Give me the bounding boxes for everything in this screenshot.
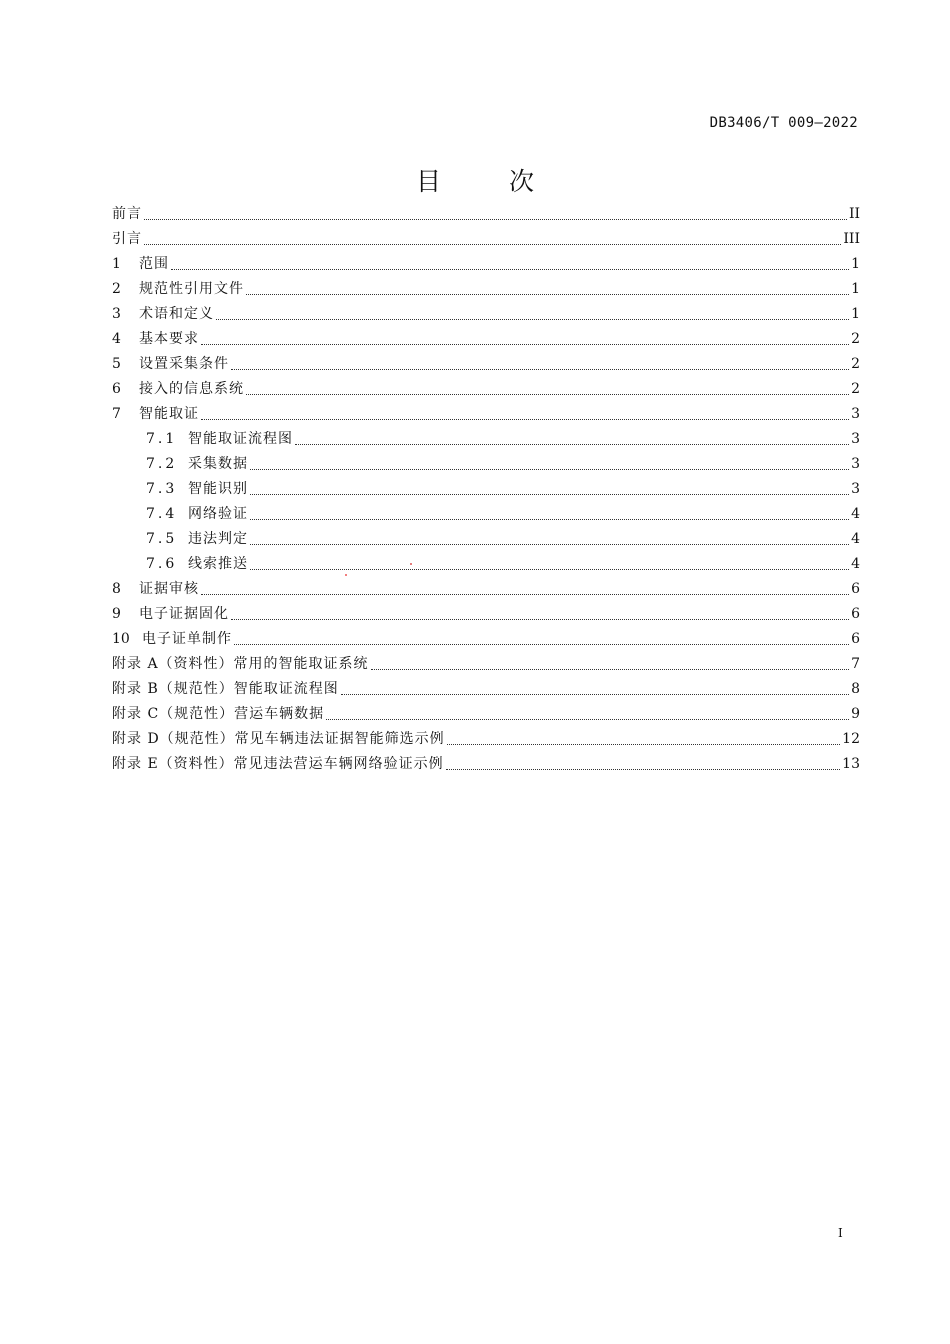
toc-entry-label: 附录 D（规范性）常见车辆违法证据智能筛选示例: [112, 731, 445, 747]
document-code: DB3406/T 009—2022: [709, 115, 858, 131]
dot-leader: [341, 694, 849, 695]
toc-entry[interactable]: [112, 577, 860, 602]
toc-entry-page: 3: [851, 431, 860, 447]
toc-entry[interactable]: [112, 627, 860, 652]
toc-entry[interactable]: [112, 352, 860, 377]
toc-title: 目 次: [416, 167, 564, 196]
toc-entry[interactable]: [112, 252, 860, 277]
dot-leader: [250, 469, 849, 470]
toc-entry[interactable]: [112, 652, 860, 677]
toc-entry-page: 4: [851, 556, 860, 572]
dot-leader: [144, 244, 841, 245]
toc-entry-label: 附录 E（资料性）常见违法营运车辆网络验证示例: [112, 756, 444, 772]
toc-entry-label: 智能取证: [139, 406, 199, 422]
toc-entry-page: 2: [851, 381, 860, 397]
dot-leader: [250, 569, 849, 570]
dot-leader: [371, 669, 850, 670]
toc-entry[interactable]: [112, 202, 860, 227]
toc-entry-label: 术语和定义: [139, 306, 214, 322]
toc-entry-page: 7: [851, 656, 860, 672]
toc-entry[interactable]: [112, 327, 860, 352]
dot-leader: [144, 219, 847, 220]
toc-entry-number: 6: [112, 381, 121, 397]
table-of-contents: [112, 202, 860, 777]
toc-entry-page: 1: [851, 281, 860, 297]
dot-leader: [231, 619, 849, 620]
dot-leader: [326, 719, 849, 720]
dot-leader: [171, 269, 849, 270]
toc-entry-page: 8: [851, 681, 860, 697]
toc-entry[interactable]: [112, 602, 860, 627]
toc-entry-number: 7.2: [146, 456, 178, 472]
toc-entry-page: 3: [851, 406, 860, 422]
toc-entry-page: 4: [851, 531, 860, 547]
toc-entry-page: 3: [851, 481, 860, 497]
toc-entry[interactable]: [112, 727, 860, 752]
toc-entry-label: 基本要求: [139, 331, 199, 347]
toc-entry[interactable]: [112, 427, 860, 452]
toc-entry-label: 附录 B（规范性）智能取证流程图: [112, 681, 339, 697]
toc-entry-number: 4: [112, 331, 121, 347]
toc-entry-label: 范围: [139, 256, 169, 272]
toc-entry-number: 7.6: [146, 556, 178, 572]
toc-entry[interactable]: [112, 302, 860, 327]
dot-leader: [234, 644, 849, 645]
toc-entry-label: 设置采集条件: [139, 356, 229, 372]
toc-entry[interactable]: [112, 227, 860, 252]
toc-entry-page: 2: [851, 331, 860, 347]
dot-leader: [250, 544, 849, 545]
dot-leader: [447, 744, 840, 745]
dot-leader: [295, 444, 849, 445]
toc-entry[interactable]: [112, 402, 860, 427]
toc-entry-page: 1: [851, 306, 860, 322]
toc-entry-number: 7.5: [146, 531, 178, 547]
toc-entry-page: 3: [851, 456, 860, 472]
toc-entry[interactable]: [112, 377, 860, 402]
toc-entry-number: 1: [112, 256, 121, 272]
toc-entry-label: 网络验证: [188, 506, 248, 522]
dot-leader: [231, 369, 849, 370]
dot-leader: [201, 344, 849, 345]
toc-entry-number: 10: [112, 631, 130, 647]
toc-entry-number: 7: [112, 406, 121, 422]
dot-leader: [250, 494, 849, 495]
toc-entry[interactable]: [112, 477, 860, 502]
toc-entry-label: 电子证据固化: [139, 606, 229, 622]
toc-entry-label: 前言: [112, 206, 142, 222]
toc-entry-page: 6: [851, 581, 860, 597]
toc-entry-page: 6: [851, 606, 860, 622]
dot-leader: [246, 294, 849, 295]
toc-entry-label: 智能识别: [188, 481, 248, 497]
toc-entry-label: 附录 A（资料性）常用的智能取证系统: [112, 656, 369, 672]
toc-entry-page: II: [848, 206, 860, 222]
scan-speck: [345, 574, 347, 576]
toc-entry-number: 3: [112, 306, 121, 322]
dot-leader: [216, 319, 849, 320]
scan-speck: [410, 563, 412, 565]
toc-entry-number: 5: [112, 356, 121, 372]
toc-entry-label: 接入的信息系统: [139, 381, 244, 397]
toc-entry-number: 7.3: [146, 481, 178, 497]
toc-entry-label: 线索推送: [188, 556, 248, 572]
toc-entry-label: 违法判定: [188, 531, 248, 547]
toc-entry-number: 8: [112, 581, 121, 597]
toc-entry-page: 13: [842, 756, 860, 772]
dot-leader: [446, 769, 841, 770]
toc-entry-page: 12: [842, 731, 860, 747]
dot-leader: [201, 419, 849, 420]
toc-entry-label: 规范性引用文件: [139, 281, 244, 297]
toc-entry[interactable]: [112, 752, 860, 777]
toc-entry-label: 采集数据: [188, 456, 248, 472]
toc-entry-page: 2: [851, 356, 860, 372]
toc-entry-number: 9: [112, 606, 121, 622]
toc-entry-label: 附录 C（规范性）营运车辆数据: [112, 706, 325, 722]
toc-entry-page: III: [843, 231, 860, 247]
toc-entry-number: 7.4: [146, 506, 178, 522]
toc-entry-page: 9: [851, 706, 860, 722]
toc-entry[interactable]: [112, 277, 860, 302]
toc-entry[interactable]: [112, 502, 860, 527]
toc-entry-number: 2: [112, 281, 121, 297]
toc-entry[interactable]: [112, 702, 860, 727]
toc-entry[interactable]: [112, 552, 860, 577]
page-number: I: [838, 1226, 843, 1240]
toc-entry[interactable]: [112, 527, 860, 552]
toc-entry-number: 7.1: [146, 431, 178, 447]
toc-entry-label: 引言: [112, 231, 142, 247]
toc-entry-label: 电子证单制作: [142, 631, 232, 647]
toc-entry-label: 证据审核: [139, 581, 199, 597]
dot-leader: [246, 394, 849, 395]
toc-entry[interactable]: [112, 452, 860, 477]
toc-entry-page: 1: [851, 256, 860, 272]
toc-entry[interactable]: [112, 677, 860, 702]
toc-entry-page: 6: [851, 631, 860, 647]
dot-leader: [250, 519, 849, 520]
toc-entry-page: 4: [851, 506, 860, 522]
dot-leader: [201, 594, 849, 595]
toc-entry-label: 智能取证流程图: [188, 431, 293, 447]
